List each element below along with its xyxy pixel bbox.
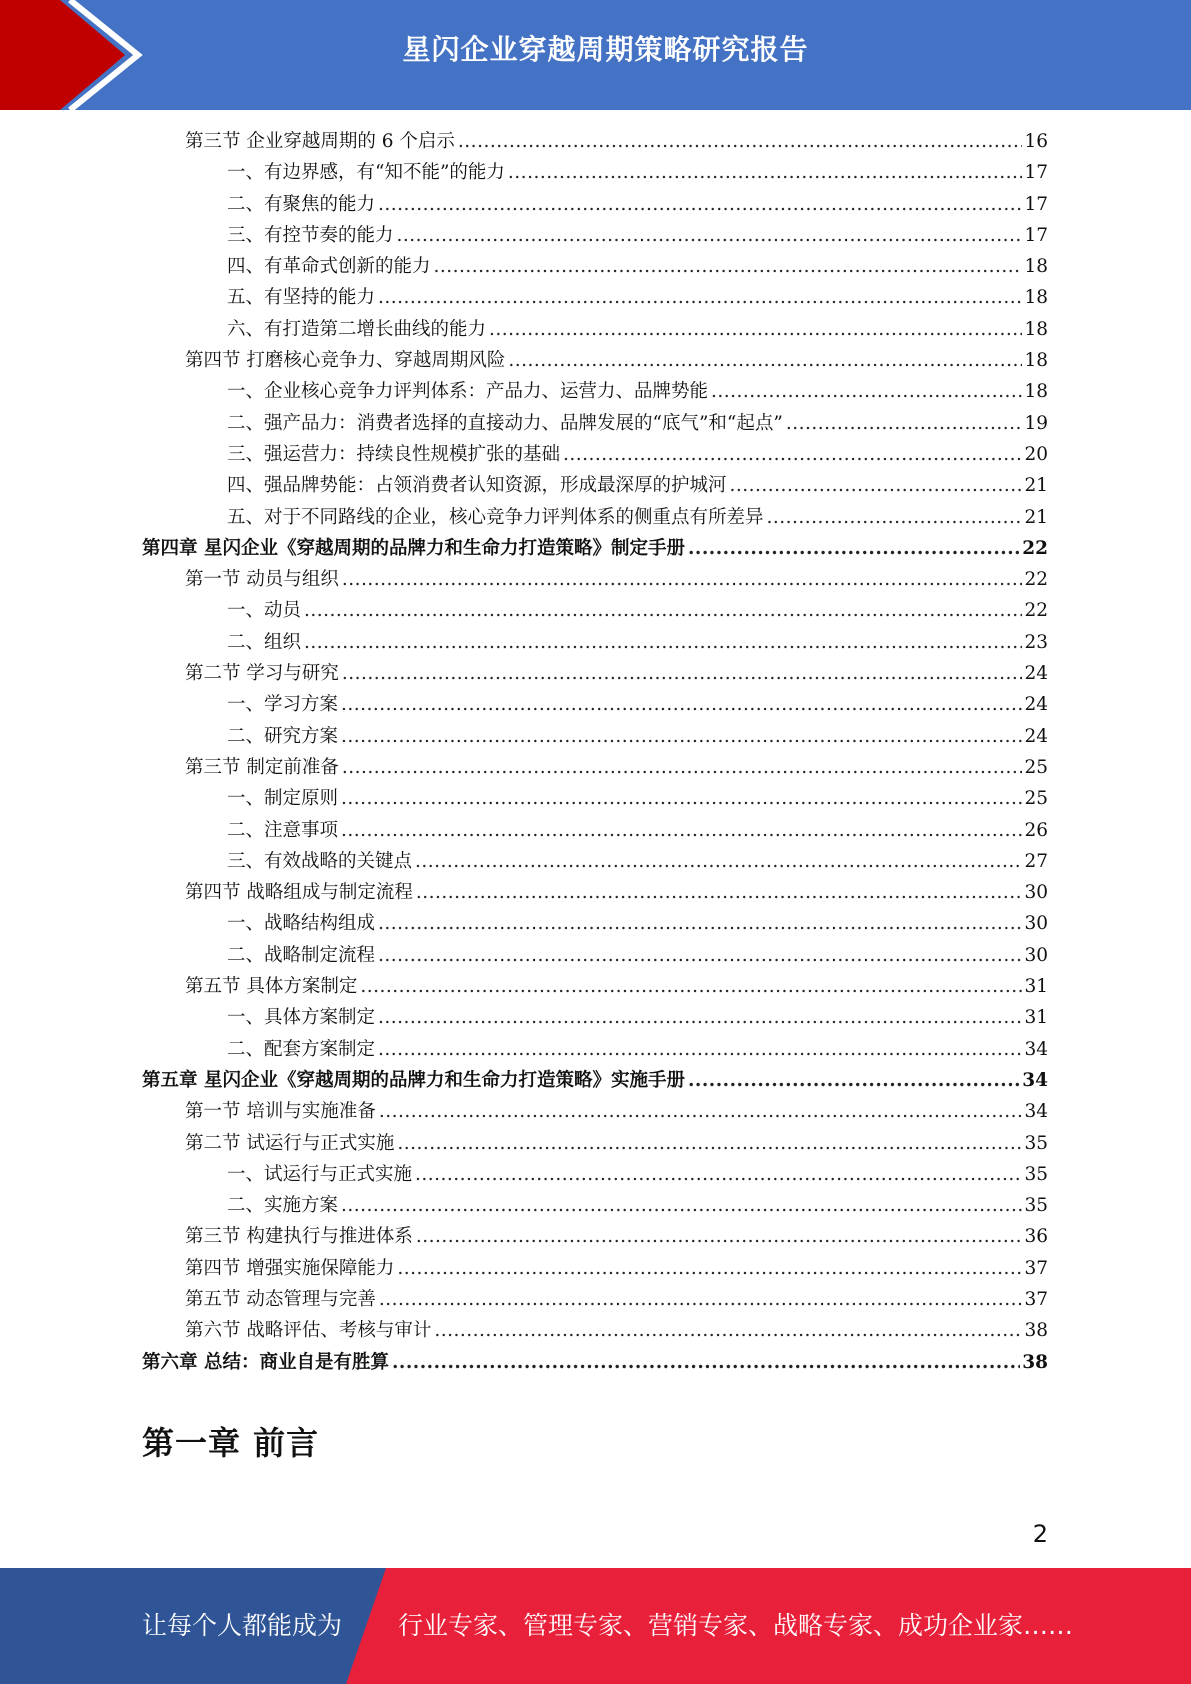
toc-dot-leader bbox=[360, 971, 1022, 1002]
toc-entry[interactable] bbox=[142, 1253, 1048, 1284]
page-number: 2 bbox=[1032, 1520, 1048, 1548]
toc-entry[interactable] bbox=[142, 502, 1048, 533]
page-footer bbox=[0, 1568, 1191, 1684]
toc-entry-page: 31 bbox=[1024, 1007, 1048, 1029]
toc-entry-page: 27 bbox=[1024, 850, 1048, 872]
toc-entry-page: 17 bbox=[1024, 162, 1048, 184]
toc-entry-label: 一、具体方案制定 bbox=[227, 1007, 376, 1029]
toc-entry-page: 36 bbox=[1024, 1226, 1048, 1248]
toc-entry-page: 38 bbox=[1024, 1320, 1048, 1342]
toc-entry-page: 30 bbox=[1024, 913, 1048, 935]
toc-entry[interactable] bbox=[142, 1190, 1048, 1221]
toc-dot-leader bbox=[342, 752, 1023, 783]
toc-entry-label: 六、有打造第二增长曲线的能力 bbox=[227, 318, 487, 340]
toc-entry-page: 21 bbox=[1024, 506, 1048, 528]
toc-entry-label: 二、研究方案 bbox=[227, 725, 339, 747]
toc-entry-page: 16 bbox=[1024, 131, 1048, 152]
footer-slogan-left: 让每个人都能成为 bbox=[142, 1611, 343, 1640]
toc-entry-page: 26 bbox=[1024, 819, 1048, 841]
toc-entry-label: 一、试运行与正式实施 bbox=[227, 1163, 413, 1185]
toc-dot-leader bbox=[688, 1065, 1020, 1096]
footer-slogan-right: 行业专家、管理专家、营销专家、战略专家、成功企业家…… bbox=[398, 1611, 1074, 1640]
toc-dot-leader bbox=[341, 815, 1022, 846]
toc-entry-page: 22 bbox=[1024, 600, 1048, 622]
toc-dot-leader bbox=[392, 1347, 1020, 1378]
toc-entry-label: 四、强品牌势能：占领消费者认知资源，形成最深厚的护城河 bbox=[227, 475, 727, 497]
toc-entry-label: 五、有坚持的能力 bbox=[227, 287, 376, 309]
toc-entry-label: 第四节 增强实施保障能力 bbox=[185, 1257, 395, 1279]
toc-dot-leader bbox=[378, 282, 1022, 313]
toc-entry[interactable] bbox=[142, 783, 1048, 814]
toc-entry-label: 四、有革命式创新的能力 bbox=[227, 256, 431, 278]
toc-entry-label: 三、强运营力：持续良性规模扩张的基础 bbox=[227, 443, 561, 465]
toc-entry-label: 一、制定原则 bbox=[227, 788, 339, 810]
toc-dot-leader bbox=[786, 408, 1023, 439]
toc-entry[interactable] bbox=[142, 1002, 1048, 1033]
toc-entry[interactable] bbox=[142, 1221, 1048, 1252]
toc-entry[interactable] bbox=[142, 126, 1048, 157]
toc-dot-leader bbox=[341, 1190, 1022, 1221]
toc-entry-label: 第六章 总结：商业自是有胜算 bbox=[142, 1351, 389, 1373]
toc-dot-leader bbox=[688, 533, 1020, 564]
toc-entry-label: 三、有效战略的关键点 bbox=[227, 850, 413, 872]
toc-entry-page: 23 bbox=[1024, 631, 1048, 653]
toc-dot-leader bbox=[434, 1315, 1022, 1346]
toc-entry[interactable] bbox=[142, 189, 1048, 220]
toc-entry-page: 24 bbox=[1024, 694, 1048, 716]
toc-entry-label: 第二节 学习与研究 bbox=[185, 663, 339, 685]
toc-entry-page: 24 bbox=[1024, 725, 1048, 747]
toc-entry[interactable] bbox=[142, 658, 1048, 689]
toc-entry[interactable] bbox=[142, 971, 1048, 1002]
toc-entry[interactable] bbox=[142, 846, 1048, 877]
toc-entry-label: 二、有聚焦的能力 bbox=[227, 193, 376, 215]
toc-dot-leader bbox=[342, 564, 1023, 595]
toc-entry[interactable] bbox=[142, 595, 1048, 626]
toc-dot-leader bbox=[378, 940, 1022, 971]
toc-entry-label: 二、配套方案制定 bbox=[227, 1038, 376, 1060]
toc-dot-leader bbox=[378, 1002, 1022, 1033]
toc-dot-leader bbox=[379, 1284, 1023, 1315]
toc-entry-page: 18 bbox=[1024, 256, 1048, 278]
toc-dot-leader bbox=[342, 658, 1023, 689]
toc-entry-label: 二、注意事项 bbox=[227, 819, 339, 841]
toc-dot-leader bbox=[304, 627, 1022, 658]
toc-entry[interactable] bbox=[142, 940, 1048, 971]
header-title: 星闪企业穿越周期策略研究报告 bbox=[402, 33, 809, 66]
toc-entry[interactable] bbox=[142, 564, 1048, 595]
toc-entry[interactable] bbox=[142, 1096, 1048, 1127]
toc-dot-leader bbox=[378, 1034, 1022, 1065]
toc-dot-leader bbox=[458, 126, 1023, 157]
toc-entry-label: 第四章 星闪企业《穿越周期的品牌力和生命力打造策略》制定手册 bbox=[142, 537, 685, 559]
toc-dot-leader bbox=[341, 721, 1022, 752]
toc-entry[interactable] bbox=[142, 1159, 1048, 1190]
toc-entry-page: 25 bbox=[1024, 756, 1048, 778]
toc-dot-leader bbox=[508, 345, 1022, 376]
toc-dot-leader bbox=[397, 1128, 1022, 1159]
toc-entry-page: 20 bbox=[1024, 443, 1048, 465]
toc-entry[interactable] bbox=[142, 282, 1048, 313]
toc-entry-label: 第三节 企业穿越周期的 6 个启示 bbox=[185, 131, 455, 152]
toc-entry[interactable] bbox=[142, 815, 1048, 846]
toc-entry-page: 37 bbox=[1024, 1288, 1048, 1310]
page-header bbox=[0, 0, 1191, 110]
toc-entry-page: 30 bbox=[1024, 882, 1048, 904]
toc-dot-leader bbox=[415, 846, 1022, 877]
toc-entry-label: 三、有控节奏的能力 bbox=[227, 224, 394, 246]
toc-entry-page: 37 bbox=[1024, 1257, 1048, 1279]
toc-entry[interactable] bbox=[142, 1315, 1048, 1346]
toc-dot-leader bbox=[767, 502, 1023, 533]
toc-dot-leader bbox=[730, 470, 1023, 501]
toc-entry-page: 18 bbox=[1024, 350, 1048, 372]
toc-entry-page: 34 bbox=[1022, 1069, 1048, 1091]
toc-entry[interactable] bbox=[142, 689, 1048, 720]
toc-entry-page: 35 bbox=[1024, 1163, 1048, 1185]
toc-entry[interactable] bbox=[142, 439, 1048, 470]
toc-dot-leader bbox=[508, 157, 1023, 188]
table-of-contents bbox=[142, 126, 1048, 1378]
toc-entry-label: 第一节 培训与实施准备 bbox=[185, 1101, 376, 1123]
toc-entry-page: 24 bbox=[1024, 663, 1048, 685]
toc-dot-leader bbox=[304, 595, 1022, 626]
toc-entry[interactable] bbox=[142, 1128, 1048, 1159]
toc-dot-leader bbox=[341, 689, 1022, 720]
toc-dot-leader bbox=[378, 189, 1022, 220]
toc-entry-label: 第四节 战略组成与制定流程 bbox=[185, 882, 413, 904]
toc-entry[interactable] bbox=[142, 877, 1048, 908]
toc-entry[interactable] bbox=[142, 408, 1048, 439]
toc-dot-leader bbox=[415, 1159, 1022, 1190]
toc-entry-page: 18 bbox=[1024, 381, 1048, 403]
toc-entry[interactable] bbox=[142, 470, 1048, 501]
toc-entry[interactable] bbox=[142, 157, 1048, 188]
toc-entry-label: 一、有边界感，有“知不能”的能力 bbox=[227, 162, 505, 184]
toc-entry[interactable] bbox=[142, 533, 1048, 564]
toc-entry[interactable] bbox=[142, 251, 1048, 282]
toc-entry[interactable] bbox=[142, 627, 1048, 658]
toc-entry-page: 22 bbox=[1022, 537, 1048, 559]
toc-entry-label: 二、组织 bbox=[227, 631, 302, 653]
toc-dot-leader bbox=[397, 1253, 1022, 1284]
toc-entry-label: 一、战略结构组成 bbox=[227, 913, 376, 935]
toc-entry-label: 一、动员 bbox=[227, 600, 302, 622]
toc-entry-page: 31 bbox=[1024, 976, 1048, 998]
toc-entry-label: 第一节 动员与组织 bbox=[185, 569, 339, 591]
toc-entry-label: 二、战略制定流程 bbox=[227, 944, 376, 966]
toc-entry[interactable] bbox=[142, 1347, 1048, 1378]
toc-entry[interactable] bbox=[142, 220, 1048, 251]
toc-entry[interactable] bbox=[142, 1284, 1048, 1315]
toc-entry[interactable] bbox=[142, 721, 1048, 752]
toc-entry-page: 17 bbox=[1024, 224, 1048, 246]
toc-entry-label: 一、企业核心竞争力评判体系：产品力、运营力、品牌势能 bbox=[227, 381, 709, 403]
toc-entry[interactable] bbox=[142, 376, 1048, 407]
toc-entry-page: 18 bbox=[1024, 287, 1048, 309]
toc-entry[interactable] bbox=[142, 1034, 1048, 1065]
toc-entry[interactable] bbox=[142, 314, 1048, 345]
toc-entry-label: 第三节 制定前准备 bbox=[185, 756, 339, 778]
toc-entry-label: 二、实施方案 bbox=[227, 1195, 339, 1217]
toc-entry-page: 35 bbox=[1024, 1132, 1048, 1154]
toc-dot-leader bbox=[563, 439, 1022, 470]
chapter-heading: 第一章 前言 bbox=[142, 1424, 320, 1462]
toc-entry-page: 35 bbox=[1024, 1195, 1048, 1217]
toc-entry-page: 34 bbox=[1024, 1038, 1048, 1060]
toc-dot-leader bbox=[711, 376, 1022, 407]
toc-dot-leader bbox=[416, 1221, 1023, 1252]
toc-entry-label: 五、对于不同路线的企业，核心竞争力评判体系的侧重点有所差异 bbox=[227, 506, 764, 528]
toc-entry-label: 第五节 动态管理与完善 bbox=[185, 1288, 376, 1310]
toc-entry-page: 38 bbox=[1022, 1351, 1048, 1373]
toc-dot-leader bbox=[489, 314, 1022, 345]
toc-dot-leader bbox=[416, 877, 1023, 908]
toc-entry-page: 19 bbox=[1024, 412, 1048, 434]
toc-entry-label: 第三节 构建执行与推进体系 bbox=[185, 1226, 413, 1248]
toc-entry-page: 30 bbox=[1024, 944, 1048, 966]
toc-entry-label: 第四节 打磨核心竞争力、穿越周期风险 bbox=[185, 350, 506, 372]
toc-entry-page: 17 bbox=[1024, 193, 1048, 215]
toc-entry-label: 第六节 战略评估、考核与审计 bbox=[185, 1320, 432, 1342]
toc-entry[interactable] bbox=[142, 752, 1048, 783]
toc-entry-label: 二、强产品力：消费者选择的直接动力、品牌发展的“底气”和“起点” bbox=[227, 412, 783, 434]
toc-entry[interactable] bbox=[142, 345, 1048, 376]
toc-entry-page: 22 bbox=[1024, 569, 1048, 591]
toc-entry-label: 一、学习方案 bbox=[227, 694, 339, 716]
toc-dot-leader bbox=[378, 908, 1022, 939]
toc-entry[interactable] bbox=[142, 1065, 1048, 1096]
toc-entry[interactable] bbox=[142, 908, 1048, 939]
toc-entry-page: 18 bbox=[1024, 318, 1048, 340]
toc-entry-label: 第二节 试运行与正式实施 bbox=[185, 1132, 395, 1154]
toc-entry-page: 25 bbox=[1024, 788, 1048, 810]
toc-dot-leader bbox=[379, 1096, 1023, 1127]
toc-dot-leader bbox=[397, 220, 1023, 251]
toc-dot-leader bbox=[434, 251, 1023, 282]
toc-entry-page: 21 bbox=[1024, 475, 1048, 497]
toc-entry-label: 第五节 具体方案制定 bbox=[185, 976, 358, 998]
toc-entry-label: 第五章 星闪企业《穿越周期的品牌力和生命力打造策略》实施手册 bbox=[142, 1069, 685, 1091]
toc-dot-leader bbox=[341, 783, 1022, 814]
toc-entry-page: 34 bbox=[1024, 1101, 1048, 1123]
